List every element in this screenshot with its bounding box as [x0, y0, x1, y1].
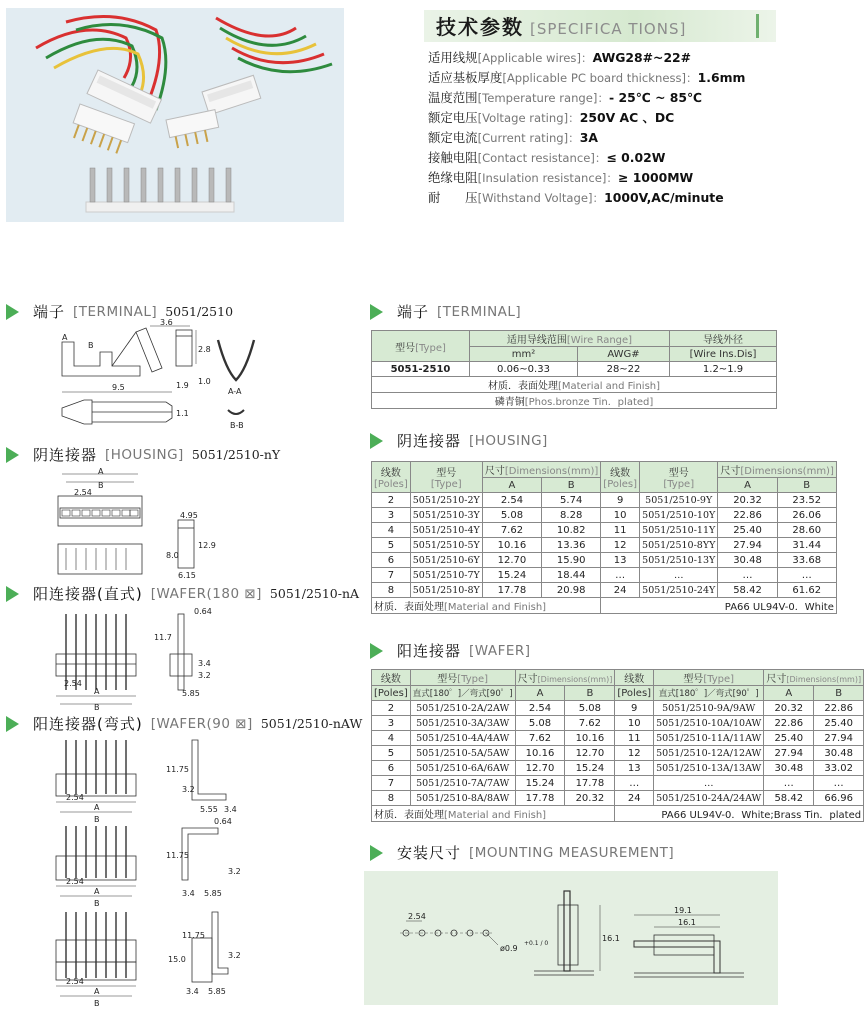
- table-cell: 58.42: [718, 583, 777, 598]
- dim-label: ø0.9: [500, 944, 518, 953]
- table-cell: 7: [372, 776, 411, 791]
- material-label: 材质．表面处理[Material and Finish]: [372, 598, 601, 614]
- table-row: [372, 493, 837, 508]
- table-cell: 10: [615, 716, 654, 731]
- table-cell: 3: [372, 716, 411, 731]
- triangle-bullet-icon: [370, 643, 383, 659]
- housing-drawing: [42, 466, 222, 582]
- section-terminal-right: 端子 [TERMINAL]: [370, 301, 521, 322]
- dim-label: A: [94, 887, 100, 896]
- triangle-bullet-icon: [6, 586, 19, 602]
- table-row: [372, 761, 864, 776]
- terminal-table: [371, 330, 777, 409]
- dim-label: 2.54: [64, 679, 82, 688]
- spec-row: 耐 压[Withstand Voltage]：1000V,AC/minute: [428, 190, 724, 205]
- wafer-right: [166, 110, 221, 150]
- table-cell: 18.44: [542, 568, 601, 583]
- hole-pattern: [400, 921, 498, 945]
- table-cell: 5051/2510-4A/4AW: [410, 731, 515, 746]
- table-cell: 9: [615, 701, 654, 716]
- dim-label: 1.1: [176, 409, 189, 418]
- triangle-bullet-icon: [370, 433, 383, 449]
- table-cell: 15.24: [482, 568, 541, 583]
- table-cell: 66.96: [814, 791, 864, 806]
- dim-label: 3.2: [182, 785, 195, 794]
- dim-label: B: [94, 899, 100, 908]
- table-cell: 4: [372, 731, 411, 746]
- th-sub: 直式[180゜]／弯式[90゜]: [654, 686, 764, 701]
- table-cell: 11: [615, 731, 654, 746]
- table-cell: 20.32: [764, 701, 814, 716]
- table-cell: 13: [615, 761, 654, 776]
- dim-label: 9.5: [112, 383, 125, 392]
- section-terminal-left: 端子 [TERMINAL] 5051/2510: [6, 301, 233, 322]
- table-cell: …: [601, 568, 640, 583]
- table-cell: 13.36: [542, 538, 601, 553]
- table-cell: …: [764, 776, 814, 791]
- table-cell: 9: [601, 493, 640, 508]
- table-cell: 23.52: [777, 493, 836, 508]
- dim-label: 11.75: [166, 765, 189, 774]
- triangle-bullet-icon: [6, 716, 19, 732]
- dim-label: 3.6: [160, 318, 173, 327]
- table-cell: 7: [372, 568, 411, 583]
- material-label: 材质．表面处理[Material and Finish]: [372, 806, 615, 822]
- table-cell: …: [654, 776, 764, 791]
- table-cell: 5051/2510-4Y: [410, 523, 482, 538]
- material-value: PA66 UL94V-0．White: [601, 598, 837, 614]
- spec-row: 额定电压[Voltage rating]：250V AC 、DC: [428, 110, 675, 125]
- table-cell: 5051/2510-12A/12AW: [654, 746, 764, 761]
- wafer180-drawing: [42, 606, 242, 710]
- table-cell: 7.62: [565, 716, 615, 731]
- dim-label: 3.2: [198, 671, 211, 680]
- table-cell: 5.08: [482, 508, 541, 523]
- table-cell: 6: [372, 553, 411, 568]
- table-cell: 2: [372, 701, 411, 716]
- table-cell: 5051/2510-8Y: [410, 583, 482, 598]
- section-housing-left: 阴连接器 [HOUSING] 5051/2510-nY: [6, 444, 280, 465]
- dim-label: B: [94, 703, 100, 712]
- table-row: [372, 508, 837, 523]
- specs-title-accent: [756, 14, 759, 38]
- dim-label: 2.8: [198, 345, 211, 354]
- dim-label: A: [94, 687, 100, 696]
- table-cell: 5051/2510-7A/7AW: [410, 776, 515, 791]
- table-cell: 27.94: [764, 746, 814, 761]
- table-cell: 5051/2510-24Y: [640, 583, 718, 598]
- table-cell: 5: [372, 538, 411, 553]
- dim-label: 15.0: [168, 955, 186, 964]
- th-range: 适用导线范围[Wire Range]: [470, 331, 670, 347]
- table-cell: 5051/2510-5Y: [410, 538, 482, 553]
- wafer90-drawing-b: [42, 818, 242, 908]
- table-cell: 10.16: [482, 538, 541, 553]
- table-cell: 17.78: [482, 583, 541, 598]
- th-a: A: [482, 478, 541, 493]
- dim-label: 5.85: [208, 987, 226, 996]
- table-cell: 5051/2510-8YY: [640, 538, 718, 553]
- material-value: 磷青铜[Phos.bronze Tin．plated]: [372, 393, 777, 409]
- dim-label: 1.0: [198, 377, 211, 386]
- table-cell: 10.82: [542, 523, 601, 538]
- table-row: [372, 776, 864, 791]
- table-cell: 33.68: [777, 553, 836, 568]
- table-cell: 17.78: [515, 791, 565, 806]
- th-dia-en: [Wire Ins.Dis]: [670, 347, 777, 362]
- th-poles: 线数: [615, 670, 654, 686]
- th-b: B: [777, 478, 836, 493]
- triangle-bullet-icon: [370, 304, 383, 320]
- table-row: [372, 701, 864, 716]
- dim-label: 3.4: [186, 987, 199, 996]
- table-cell: 10.16: [515, 746, 565, 761]
- material-value: PA66 UL94V-0．White;Brass Tin．plated: [615, 806, 864, 822]
- dim-label: 3.4: [182, 889, 195, 898]
- table-cell: 5051/2510-11A/11AW: [654, 731, 764, 746]
- spec-row: 适应基板厚度[Applicable PC board thickness]：1.6mm: [428, 70, 746, 85]
- wafer-left: [68, 104, 134, 156]
- table-cell: 3: [372, 508, 411, 523]
- th-poles: 线数 [Poles]: [601, 462, 640, 493]
- dim-label: 3.2: [228, 867, 241, 876]
- spec-row: 适用线规[Applicable wires]：AWG28#~22#: [428, 50, 692, 65]
- table-cell: 8.28: [542, 508, 601, 523]
- dim-label: 5.55: [200, 805, 218, 814]
- th-b: B: [542, 478, 601, 493]
- terminal-drawing: [40, 318, 280, 440]
- dim-label: B: [94, 999, 100, 1008]
- dim-label: 11.75: [166, 851, 189, 860]
- th-type: 型号[Type]: [372, 331, 470, 362]
- dim-label: A: [94, 803, 100, 812]
- table-row: [372, 731, 864, 746]
- triangle-bullet-icon: [6, 304, 19, 320]
- dim-label: A: [98, 467, 104, 476]
- wafer90-drawing-c: [42, 908, 242, 1008]
- table-cell: 28.60: [777, 523, 836, 538]
- wire-harness-right: [216, 18, 332, 72]
- table-row: [372, 538, 837, 553]
- table-cell: 4: [372, 523, 411, 538]
- wafer-table: [371, 669, 864, 822]
- th-type: 型号[Type]: [410, 670, 515, 686]
- th-a: A: [718, 478, 777, 493]
- dim-label: 3.2: [228, 951, 241, 960]
- table-cell: 24: [615, 791, 654, 806]
- table-cell: 58.42: [764, 791, 814, 806]
- table-cell: 2: [372, 493, 411, 508]
- specs-list: [428, 48, 745, 208]
- dim-label: 5.85: [204, 889, 222, 898]
- table-cell: 5: [372, 746, 411, 761]
- th-awg: AWG#: [578, 347, 670, 362]
- dim-label: 16.1: [678, 918, 696, 927]
- th-b: B: [814, 686, 864, 701]
- table-cell: 25.40: [764, 731, 814, 746]
- table-cell: 5051/2510-7Y: [410, 568, 482, 583]
- table-cell: 12.70: [515, 761, 565, 776]
- th-dia: 导线外径: [670, 331, 777, 347]
- table-cell: 12.70: [565, 746, 615, 761]
- th-type: 型号 [Type]: [410, 462, 482, 493]
- table-cell: 30.48: [764, 761, 814, 776]
- dim-label: 3.4: [224, 805, 237, 814]
- section-wafer-right: 阳连接器 [WAFER]: [370, 640, 531, 661]
- triangle-bullet-icon: [370, 845, 383, 861]
- section-letter: A: [62, 333, 68, 342]
- table-cell: 10: [601, 508, 640, 523]
- table-cell: 5051/2510-13Y: [640, 553, 718, 568]
- dim-label: 4.95: [180, 511, 198, 520]
- section-label: A-A: [228, 387, 242, 396]
- table-cell: 27.94: [814, 731, 864, 746]
- dim-label: 3.4: [198, 659, 211, 668]
- table-cell: 5051/2510-9Y: [640, 493, 718, 508]
- th-dims: 尺寸[Dimensions(mm)]: [515, 670, 615, 686]
- mounting-drawing: [364, 871, 778, 1005]
- table-cell: 5051/2510-11Y: [640, 523, 718, 538]
- table-cell: 5051/2510-2Y: [410, 493, 482, 508]
- dim-label: B: [98, 481, 104, 490]
- table-cell: 17.78: [565, 776, 615, 791]
- dim-label: 0.64: [214, 817, 232, 826]
- th-dims: 尺寸[Dimensions(mm)]: [482, 462, 600, 478]
- section-mounting-right: 安装尺寸 [MOUNTING MEASUREMENT]: [370, 842, 674, 863]
- dim-label: 2.54: [66, 977, 84, 986]
- housing-right: [202, 75, 261, 115]
- table-cell: 33.02: [814, 761, 864, 776]
- table-cell: 12: [601, 538, 640, 553]
- spec-row: 绝缘电阻[Insulation resistance]：≥ 1000MW: [428, 170, 694, 185]
- dim-label: 2.54: [66, 793, 84, 802]
- table-cell: 28~22: [578, 362, 670, 377]
- dim-label: 0.64: [194, 607, 212, 616]
- table-cell: 5.08: [565, 701, 615, 716]
- table-cell: …: [814, 776, 864, 791]
- table-cell: 5051/2510-3A/3AW: [410, 716, 515, 731]
- table-cell: 15.24: [515, 776, 565, 791]
- table-cell: 5051/2510-9A/9AW: [654, 701, 764, 716]
- table-cell: …: [777, 568, 836, 583]
- table-cell: 12: [615, 746, 654, 761]
- spec-row: 接触电阻[Contact resistance]：≤ 0.02W: [428, 150, 666, 165]
- section-wafer90-left: 阳连接器(弯式) [WAFER(90 ⊠] 5051/2510-nAW: [6, 713, 362, 734]
- section-label: B-B: [230, 421, 244, 430]
- table-cell: 5051/2510-10A/10AW: [654, 716, 764, 731]
- section-wafer180-left: 阳连接器(直式) [WAFER(180 ⊠] 5051/2510-nA: [6, 583, 359, 604]
- dim-label: 19.1: [674, 906, 692, 915]
- th-dims: 尺寸[Dimensions(mm)]: [764, 670, 864, 686]
- table-cell: 61.62: [777, 583, 836, 598]
- table-cell: 5051/2510-3Y: [410, 508, 482, 523]
- th-a: A: [515, 686, 565, 701]
- table-cell: …: [718, 568, 777, 583]
- table-cell: 22.86: [764, 716, 814, 731]
- product-photo: [6, 8, 344, 222]
- spec-row: 温度范围[Temperature range]：- 25℃ ~ 85℃: [428, 90, 703, 105]
- section-housing-right: 阴连接器 [HOUSING]: [370, 430, 548, 451]
- table-cell: 11: [601, 523, 640, 538]
- th-poles-en: [Poles]: [615, 686, 654, 701]
- table-cell: 8: [372, 791, 411, 806]
- table-cell: 25.40: [814, 716, 864, 731]
- table-cell: …: [640, 568, 718, 583]
- table-cell: 22.86: [718, 508, 777, 523]
- dim-label: 11.75: [182, 931, 205, 940]
- table-row: [372, 583, 837, 598]
- dim-label: 5.85: [182, 689, 200, 698]
- th-type: 型号 [Type]: [640, 462, 718, 493]
- th-type: 型号[Type]: [654, 670, 764, 686]
- table-cell: 5051/2510-8A/8AW: [410, 791, 515, 806]
- table-cell: 5051/2510-6A/6AW: [410, 761, 515, 776]
- table-row: [372, 393, 777, 409]
- table-cell: 15.90: [542, 553, 601, 568]
- table-row: [372, 806, 864, 822]
- specs-title: 技术参数 [SPECIFICA TIONS]: [436, 15, 687, 39]
- vertical-section: [534, 891, 600, 975]
- dim-label: 1.9: [176, 381, 189, 390]
- mounting-panel: [364, 871, 778, 1005]
- table-cell: 5051/2510-2A/2AW: [410, 701, 515, 716]
- table-cell: 20.32: [565, 791, 615, 806]
- table-cell: 7.62: [515, 731, 565, 746]
- dim-label: 2.54: [74, 488, 92, 497]
- dim-label: 2.54: [66, 877, 84, 886]
- table-cell: 31.44: [777, 538, 836, 553]
- th-poles-en: [Poles]: [372, 686, 411, 701]
- table-cell: 13: [601, 553, 640, 568]
- table-cell: 30.48: [814, 746, 864, 761]
- table-cell: 2.54: [482, 493, 541, 508]
- table-cell: 6: [372, 761, 411, 776]
- wafer90-drawing-a: [42, 734, 242, 824]
- table-cell: 5051/2510-10Y: [640, 508, 718, 523]
- table-cell: 5051/2510-24A/24AW: [654, 791, 764, 806]
- table-cell: 27.94: [718, 538, 777, 553]
- th-sub: 直式[180゜]／弯式[90゜]: [410, 686, 515, 701]
- spec-row: 额定电流[Current rating]：3A: [428, 130, 598, 145]
- table-cell: 25.40: [718, 523, 777, 538]
- table-cell: 26.06: [777, 508, 836, 523]
- terminal-strip: [86, 168, 234, 212]
- th-dims: 尺寸[Dimensions(mm)]: [718, 462, 836, 478]
- table-cell: 20.98: [542, 583, 601, 598]
- table-row: [372, 746, 864, 761]
- table-cell: 22.86: [814, 701, 864, 716]
- th-mm2: mm²: [470, 347, 578, 362]
- table-row: [372, 791, 864, 806]
- table-cell: 5051/2510-5A/5AW: [410, 746, 515, 761]
- table-cell: 1.2~1.9: [670, 362, 777, 377]
- table-cell: 24: [601, 583, 640, 598]
- table-cell: 5051-2510: [372, 362, 470, 377]
- table-cell: …: [615, 776, 654, 791]
- table-row: [372, 377, 777, 393]
- th-poles: 线数: [372, 670, 411, 686]
- housing-table: [371, 461, 837, 614]
- table-cell: 30.48: [718, 553, 777, 568]
- material-label: 材质．表面处理[Material and Finish]: [372, 377, 777, 393]
- dim-label: 2.54: [408, 912, 426, 921]
- th-a: A: [764, 686, 814, 701]
- table-row: [372, 716, 864, 731]
- dim-label: +0.1 / 0: [524, 940, 549, 947]
- th-b: B: [565, 686, 615, 701]
- table-cell: 15.24: [565, 761, 615, 776]
- section-letter: B: [88, 341, 94, 350]
- dim-label: B: [94, 815, 100, 824]
- table-row: [372, 598, 837, 614]
- table-cell: 5051/2510-6Y: [410, 553, 482, 568]
- table-cell: 5.74: [542, 493, 601, 508]
- table-cell: 5.08: [515, 716, 565, 731]
- table-cell: 10.16: [565, 731, 615, 746]
- table-cell: 2.54: [515, 701, 565, 716]
- table-cell: 8: [372, 583, 411, 598]
- table-row: [372, 362, 777, 377]
- table-cell: 20.32: [718, 493, 777, 508]
- dim-label: 6.15: [178, 571, 196, 580]
- table-cell: 12.70: [482, 553, 541, 568]
- table-row: [372, 553, 837, 568]
- dim-label: 12.9: [198, 541, 216, 550]
- table-cell: 0.06~0.33: [470, 362, 578, 377]
- th-poles: 线数 [Poles]: [372, 462, 411, 493]
- dim-label: A: [94, 987, 100, 996]
- dim-label: 8.0: [166, 551, 179, 560]
- triangle-bullet-icon: [6, 447, 19, 463]
- dim-label: 11.7: [154, 633, 172, 642]
- dim-label: 16.1: [602, 934, 620, 943]
- table-cell: 7.62: [482, 523, 541, 538]
- table-row: [372, 523, 837, 538]
- table-cell: 5051/2510-13A/13AW: [654, 761, 764, 776]
- table-row: [372, 568, 837, 583]
